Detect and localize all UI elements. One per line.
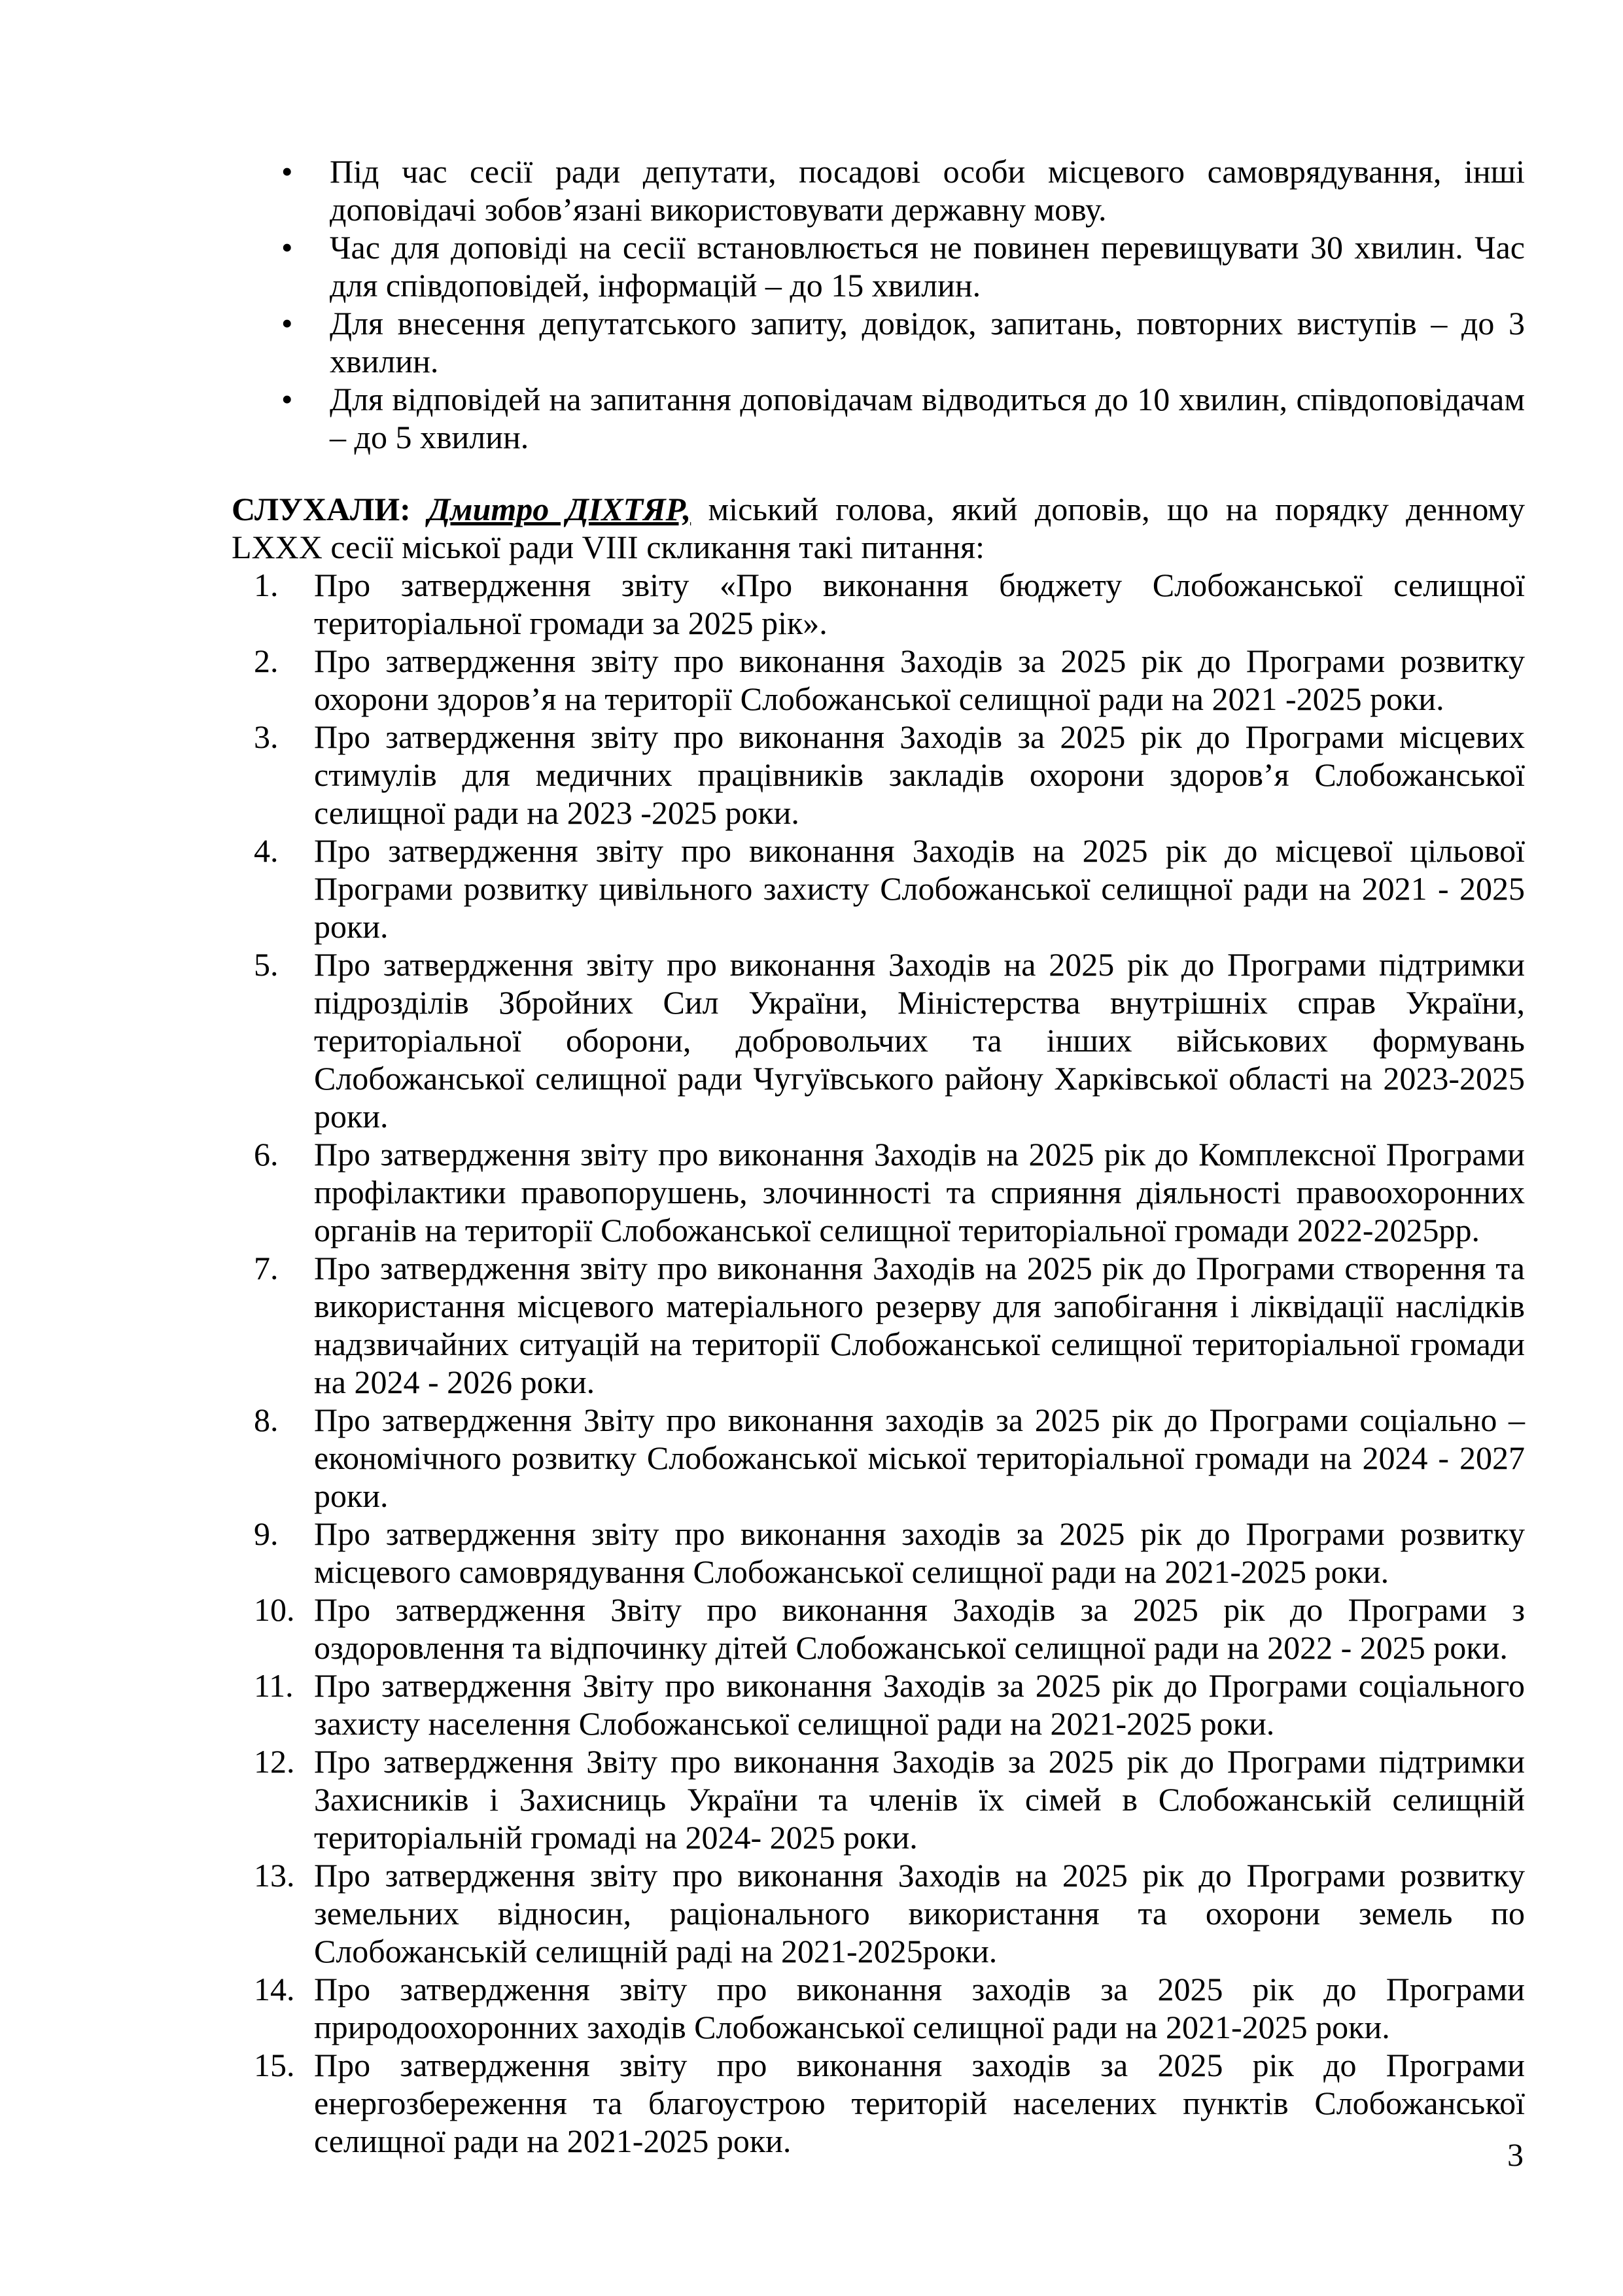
agenda-item: Про затвердження Звіту про виконання Заходів за 2025 рік до Програми підтримки Захисників і Захисниць України та членів їх сімей в Слобожанській селищній територіальній громаді на 2024- 2025 роки. (314, 1743, 1525, 1856)
agenda-item: Про затвердження звіту про виконання Заходів на 2025 рік до Програми розвитку земельних відносин, раціонального використання та охорони земель по Слобожанській селищній раді на 2021-2025роки. (314, 1857, 1525, 1969)
agenda-item: Про затвердження Звіту про виконання Заходів за 2025 рік до Програми соціального захисту населення Слобожанської селищної ради на 2021-2025 роки. (314, 1667, 1525, 1742)
agenda-list (232, 566, 1525, 2160)
agenda-item: Про затвердження Звіту про виконання Заходів за 2025 рік до Програми з оздоровлення та відпочинку дітей Слобожанської селищної ради на 2022 - 2025 роки. (314, 1591, 1525, 1666)
speaker-name: Дмитро ДІХТЯР, (428, 491, 691, 527)
agenda-item: Про затвердження звіту про виконання заходів за 2025 рік до Програми розвитку місцевого самоврядування Слобожанської селищної ради на 2021-2025 роки. (314, 1515, 1525, 1590)
agenda-item: Про затвердження Звіту про виконання заходів за 2025 рік до Програми соціально – економічного розвитку Слобожанської міської територіальної громади на 2024 - 2027 роки. (314, 1402, 1525, 1514)
heard-paragraph (232, 490, 1525, 566)
page-number: 3 (1507, 2136, 1524, 2173)
rule-item: • Для внесення депутатського запиту, довідок, запитань, повторних виступів – до 3 хвилин. (232, 304, 1525, 380)
agenda-item: Про затвердження звіту про виконання Заходів на 2025 рік до Програми створення та використання місцевого матеріального резерву для запобігання і ліквідації наслідків надзвичайних ситуацій на території Слобожанської селищної територіальної громади на 2024 - 2026 роки. (314, 1250, 1525, 1400)
agenda-item: Про затвердження звіту про виконання Заходів на 2025 рік до місцевої цільової Програми розвитку цивільного захисту Слобожанської селищної ради на 2021 - 2025 роки. (314, 832, 1525, 945)
agenda-item: Про затвердження звіту про виконання Заходів за 2025 рік до Програми місцевих стимулів для медичних працівників закладів охорони здоров’я Слобожанської селищної ради на 2023 -2025 роки. (314, 718, 1525, 831)
agenda-item: Про затвердження звіту про виконання Заходів на 2025 рік до Програми підтримки підрозділів Збройних Сил України, Міністерства внутрішніх справ України, територіальної оборони, добровольчих та інших військових формувань Слобожанської селищної ради Чугуївського району Харківської області на 2023-2025 роки. (314, 946, 1525, 1135)
rule-item: • Для відповідей на запитання доповідачам відводиться до 10 хвилин, співдоповідачам – до 5 хвилин. (232, 380, 1525, 456)
rule-item: • Час для доповіді на сесії встановлюється не повинен перевищувати 30 хвилин. Час для співдоповідей, інформацій – до 15 хвилин. (232, 228, 1525, 304)
rule-item: • Під час сесії ради депутати, посадові особи місцевого самоврядування, інші доповідачі зобов’язані використовувати державну мову. (232, 152, 1525, 228)
session-rules-list (232, 152, 1525, 456)
agenda-item: Про затвердження звіту про виконання заходів за 2025 рік до Програми природоохоронних заходів Слобожанської селищної ради на 2021-2025 роки. (314, 1971, 1525, 2045)
heard-text: міський голова, який доповів, що на порядку денному LXXX сесії міської ради VIII скликання такі питання: (232, 491, 1526, 565)
agenda-item: Про затвердження звіту «Про виконання бюджету Слобожанської селищної територіальної громади за 2025 рік». (314, 567, 1525, 641)
agenda-item: Про затвердження звіту про виконання заходів за 2025 рік до Програми енергозбереження та благоустрою територій населених пунктів Слобожанської селищної ради на 2021-2025 роки. (314, 2047, 1525, 2159)
agenda-item: Про затвердження звіту про виконання Заходів на 2025 рік до Комплексної Програми профілактики правопорушень, злочинності та сприяння діяльності правоохоронних органів на території Слобожанської селищної територіальної громади 2022-2025рр. (314, 1136, 1525, 1248)
agenda-item: Про затвердження звіту про виконання Заходів за 2025 рік до Програми розвитку охорони здоров’я на території Слобожанської селищної ради на 2021 -2025 роки. (314, 643, 1525, 717)
heard-label: СЛУХАЛИ: (232, 491, 411, 527)
